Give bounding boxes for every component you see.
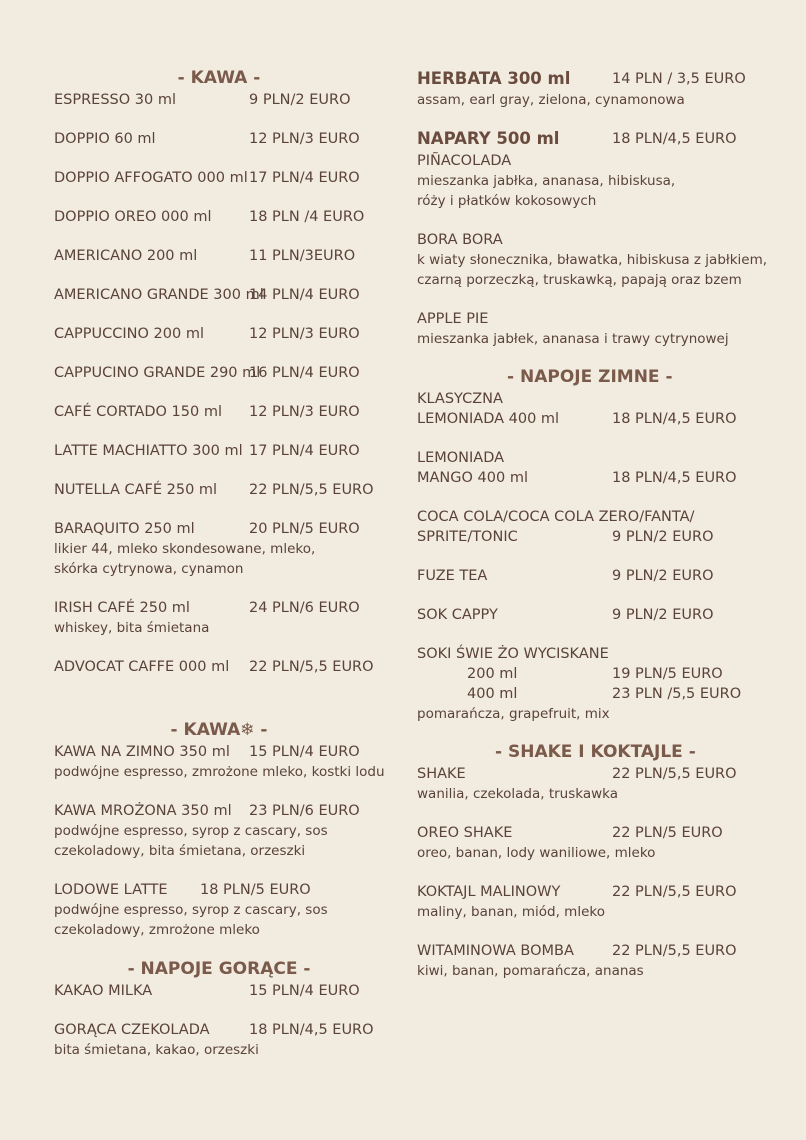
item-price: 22 PLN/5,5 EURO: [612, 766, 737, 782]
menu-item-napary: [417, 127, 767, 151]
left-column: [54, 66, 384, 1079]
item-line: [54, 880, 384, 900]
menu-item: [417, 605, 767, 625]
menu-item: [54, 480, 384, 500]
item-price: 17 PLN/4 EURO: [249, 443, 360, 459]
menu-item-soki: [417, 644, 767, 724]
section-heading-shake: - SHAKE I KOKTAJLE -: [495, 742, 696, 762]
menu-item: [417, 230, 767, 290]
item-name: COCA COLA/COCA COLA ZERO/FANTA/: [417, 509, 695, 525]
menu-item: [54, 801, 384, 861]
item-size: 400 ml: [467, 686, 518, 702]
item-price: 22 PLN/5,5 EURO: [249, 659, 374, 675]
item-line: [417, 882, 767, 902]
menu-item: [54, 90, 384, 110]
menu-item: [54, 285, 384, 305]
item-name: KAWA MROŻONA 350 ml: [54, 803, 232, 819]
item-description: k wiaty słonecznika, bławatka, hibiskusa z jabłkiem,: [417, 252, 768, 268]
item-name: DOPPIO AFFOGATO 000 ml: [54, 170, 248, 186]
item-price: 12 PLN/3 EURO: [249, 131, 360, 147]
item-line: [54, 90, 384, 110]
right-column: [417, 68, 767, 1000]
menu-item: [54, 598, 384, 638]
item-name: IRISH CAFÉ 250 ml: [54, 600, 190, 616]
item-price: 12 PLN/3 EURO: [249, 404, 360, 420]
item-description: skórka cytrynowa, cynamon: [54, 561, 244, 577]
menu-item: [417, 823, 767, 863]
item-line: [54, 207, 384, 227]
item-price: 22 PLN/5,5 EURO: [612, 943, 737, 959]
item-name: LODOWE LATTE: [54, 882, 168, 898]
item-line: [54, 168, 384, 188]
item-price: 19 PLN/5 EURO: [612, 666, 723, 682]
napoje-gorace-list: [54, 981, 384, 1060]
menu-item: [54, 168, 384, 188]
item-price: 23 PLN/6 EURO: [249, 803, 360, 819]
item-line: [417, 823, 767, 843]
shake-list: [417, 764, 767, 981]
item-price: 18 PLN/4,5 EURO: [612, 470, 737, 486]
item-name: KAWA NA ZIMNO 350 ml: [54, 744, 230, 760]
item-price: 18 PLN/4,5 EURO: [612, 131, 737, 147]
item-price: 22 PLN/5,5 EURO: [612, 884, 737, 900]
item-description: czekoladowy, bita śmietana, orzeszki: [54, 843, 306, 859]
item-name: BARAQUITO 250 ml: [54, 521, 195, 537]
item-size: 200 ml: [467, 666, 518, 682]
item-price: 9 PLN/2 EURO: [612, 529, 714, 545]
menu-item: [54, 324, 384, 344]
item-line: [54, 441, 384, 461]
item-price: 14 PLN/4 EURO: [249, 287, 360, 303]
item-name: LEMONIADA 400 ml: [417, 411, 560, 427]
section-heading-napoje-zimne: - NAPOJE ZIMNE -: [507, 367, 673, 387]
item-name: APPLE PIE: [417, 311, 489, 327]
item-name: DOPPIO OREO 000 ml: [54, 209, 212, 225]
item-name: KLASYCZNA: [417, 391, 503, 407]
item-price: 12 PLN/3 EURO: [249, 326, 360, 342]
item-description: bita śmietana, kakao, orzeszki: [54, 1042, 259, 1058]
item-line: [54, 742, 384, 762]
item-name: LEMONIADA: [417, 450, 505, 466]
item-price: 22 PLN/5 EURO: [612, 825, 723, 841]
item-name: ADVOCAT CAFFE 000 ml: [54, 659, 230, 675]
item-price: 22 PLN/5,5 EURO: [249, 482, 374, 498]
item-description: kiwi, banan, pomarańcza, ananas: [417, 963, 644, 979]
item-name: PIÑACOLADA: [417, 153, 512, 169]
item-description: oreo, banan, lody waniliowe, mleko: [417, 845, 656, 861]
item-line: [54, 519, 384, 539]
item-price: 18 PLN /4 EURO: [249, 209, 365, 225]
item-line: [54, 1020, 384, 1040]
item-description: pomarańcza, grapefruit, mix: [417, 706, 610, 722]
menu-item: [54, 441, 384, 461]
menu-item: [54, 657, 384, 677]
menu-item: [54, 363, 384, 383]
item-name: AMERICANO GRANDE 300 ml: [54, 287, 264, 303]
item-name: HERBATA 300 ml: [417, 69, 571, 88]
menu-item: [417, 389, 767, 429]
menu-item: [54, 246, 384, 266]
item-name: CAPPUCCINO 200 ml: [54, 326, 204, 342]
item-description: róży i płatków kokosowych: [417, 193, 597, 209]
item-line: [417, 764, 767, 784]
item-name: NUTELLA CAFÉ 250 ml: [54, 482, 218, 498]
item-description: wanilia, czekolada, truskawka: [417, 786, 619, 802]
item-price: 15 PLN/4 EURO: [249, 744, 360, 760]
item-line: [54, 363, 384, 383]
menu-item: [54, 519, 384, 579]
kawa-zimna-list: [54, 742, 384, 940]
item-price: 9 PLN/2 EURO: [249, 92, 351, 108]
item-description: czarną porzeczką, truskawką, papają oraz bzem: [417, 272, 742, 288]
napary-list: [417, 151, 767, 349]
item-price: 18 PLN/4,5 EURO: [612, 411, 737, 427]
menu-item: [417, 448, 767, 488]
item-name: OREO SHAKE: [417, 825, 513, 841]
item-line: [54, 402, 384, 422]
item-name: FUZE TEA: [417, 568, 488, 584]
item-price: 18 PLN/5 EURO: [200, 882, 311, 898]
item-name: AMERICANO 200 ml: [54, 248, 198, 264]
item-line: [417, 151, 767, 171]
menu-item: [54, 742, 384, 782]
menu-item: [54, 402, 384, 422]
item-description: likier 44, mleko skondesowane, mleko,: [54, 541, 316, 557]
item-description: podwójne espresso, syrop z cascary, sos: [54, 823, 328, 839]
menu-item-herbata: [417, 68, 767, 110]
item-name: SOKI ŚWIE ŻO WYCISKANE: [417, 646, 609, 662]
item-line: [54, 324, 384, 344]
item-description: czekoladowy, zmrożone mleko: [54, 922, 260, 938]
item-price: 18 PLN/4,5 EURO: [249, 1022, 374, 1038]
item-line: [54, 598, 384, 618]
item-line: [417, 941, 767, 961]
item-line: [54, 480, 384, 500]
item-line: [54, 129, 384, 149]
item-line: [54, 657, 384, 677]
item-line: [54, 246, 384, 266]
item-name: KOKTAJL MALINOWY: [417, 884, 561, 900]
napoje-zimne-list: [417, 389, 767, 625]
item-price: 20 PLN/5 EURO: [249, 521, 360, 537]
menu-item: [417, 507, 767, 547]
item-name: DOPPIO 60 ml: [54, 131, 156, 147]
item-description: podwójne espresso, zmrożone mleko, kostki lodu: [54, 764, 385, 780]
menu-item: [417, 151, 767, 211]
item-name: SHAKE: [417, 766, 466, 782]
item-price: 16 PLN/4 EURO: [249, 365, 360, 381]
item-price: 17 PLN/4 EURO: [249, 170, 360, 186]
item-price: 9 PLN/2 EURO: [612, 568, 714, 584]
item-line: [54, 801, 384, 821]
section-heading-napoje-gorace: - NAPOJE GORĄCE -: [127, 959, 311, 979]
item-name: CAPPUCINO GRANDE 290 ml: [54, 365, 261, 381]
item-name: SOK CAPPY: [417, 607, 498, 623]
item-price: 15 PLN/4 EURO: [249, 983, 360, 999]
menu-item: [417, 882, 767, 922]
item-name: BORA BORA: [417, 232, 503, 248]
item-name: CAFÉ CORTADO 150 ml: [54, 404, 222, 420]
item-line: [417, 309, 767, 329]
menu-item: [54, 1020, 384, 1060]
item-description: mieszanka jabłka, ananasa, hibiskusa,: [417, 173, 676, 189]
item-line: [417, 230, 767, 250]
item-line: [54, 981, 384, 1001]
item-line: [417, 468, 767, 488]
item-price: 9 PLN/2 EURO: [612, 607, 714, 623]
item-name: SPRITE/TONIC: [417, 529, 518, 545]
item-price: 23 PLN /5,5 EURO: [612, 686, 742, 702]
item-name: KAKAO MILKA: [54, 983, 153, 999]
kawa-list: [54, 90, 384, 677]
menu-item: [417, 566, 767, 586]
item-description: assam, earl gray, zielona, cynamonowa: [417, 92, 685, 108]
item-line: [417, 409, 767, 429]
section-heading-kawa: - KAWA -: [177, 68, 261, 88]
item-name: WITAMINOWA BOMBA: [417, 943, 574, 959]
item-name: NAPARY 500 ml: [417, 129, 560, 148]
item-line: [417, 605, 767, 625]
item-description: whiskey, bita śmietana: [54, 620, 210, 636]
item-description: podwójne espresso, syrop z cascary, sos: [54, 902, 328, 918]
item-price: 14 PLN / 3,5 EURO: [612, 71, 746, 87]
item-price: 11 PLN/3EURO: [249, 248, 356, 264]
item-price: 24 PLN/6 EURO: [249, 600, 360, 616]
menu-item: [417, 941, 767, 981]
menu-item: [54, 207, 384, 227]
menu-item: [54, 880, 384, 940]
menu-item: [54, 981, 384, 1001]
item-line: [54, 285, 384, 305]
section-heading-kawa-zimna: - KAWA❄ -: [170, 720, 268, 740]
item-line: [417, 566, 767, 586]
item-line: [417, 527, 767, 547]
item-description: maliny, banan, miód, mleko: [417, 904, 605, 920]
menu-item: [417, 309, 767, 349]
menu-item: [54, 129, 384, 149]
item-name: ESPRESSO 30 ml: [54, 92, 176, 108]
item-name: MANGO 400 ml: [417, 470, 528, 486]
item-name: GORĄCA CZEKOLADA: [54, 1022, 210, 1038]
menu-item: [417, 764, 767, 804]
item-description: mieszanka jabłek, ananasa i trawy cytrynowej: [417, 331, 729, 347]
item-name: LATTE MACHIATTO 300 ml: [54, 443, 243, 459]
